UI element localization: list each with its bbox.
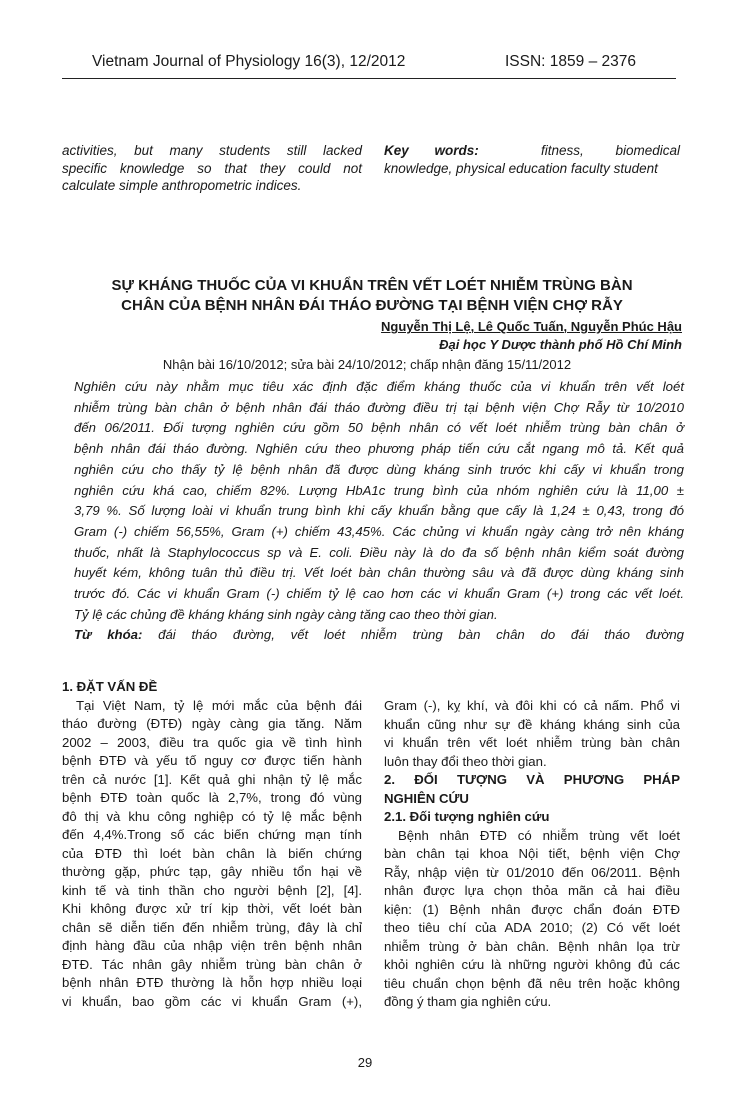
abstract-line: trước đó. Các vi khuẩn Gram (-) chiếm tỷ lệ cao hơn các vi khuẩn Gram (+) trong các vết loét. (74, 586, 684, 602)
text-line: specific knowledge so that they could not (62, 160, 362, 176)
body-line: bàn chân tại khoa Nội tiết, bệnh viện Chợ (384, 846, 680, 861)
abstract-line: bệnh nhân đái tháo đường. Nghiên cứu theo phương pháp tiến cứu cắt ngang mô tả. Kết quả (74, 441, 684, 457)
body-line: khỏi nghiên cứu là những người không đủ các (384, 957, 680, 972)
body-line: bệnh ĐTĐ và yếu tố nguy cơ được tiến hành (62, 753, 362, 768)
author-block (290, 318, 682, 354)
body-line: Rẫy, nhập viện từ 01/2010 đến 06/2011. Bệnh (384, 864, 680, 880)
keywords-text: fitness, biomedical (540, 143, 680, 158)
body-line: chân sẽ diễn tiến đến nhiễm trùng, đây là chỉ (62, 919, 362, 935)
keywords-label: Từ khóa: (74, 627, 143, 643)
abstract-line: nghiên cứu cho thấy tỷ lệ bệnh nhân đã được dùng kháng sinh trước khi cấy vi khuẩn trong (74, 461, 684, 477)
keywords-text: knowledge, physical education faculty student (384, 160, 658, 176)
body-line: vi khuẩn trên vết loét nhiễm trùng bàn chân (384, 735, 680, 750)
body-line: theo tiêu chí của ADA 2010; (2) Có vết loét (384, 920, 680, 935)
section-heading: NGHIÊN CỨU (384, 790, 469, 806)
body-line: vi khuẩn, bao gồm các vi khuẩn Gram (+), (62, 993, 362, 1009)
abstract-line: Tỷ lệ các chủng đề kháng kháng sinh ngày càng tăng cao theo thời gian. (74, 606, 498, 622)
body-line: đô thị và khu công nghiệp có tỷ lệ mắc bệnh (62, 808, 362, 824)
body-line: nhiễm trùng ở bàn chân. Bệnh nhân lọa trừ (384, 938, 680, 954)
keywords-line (74, 625, 684, 646)
left-column (62, 678, 362, 1011)
body-line: thường gặp, phức tạp, gây nhiều tổn hại về (62, 864, 362, 879)
abstract-line: huyết kém, không tuân thủ điều trị. Vết loét bàn chân thường sâu và đã được dùng kháng sinh (74, 565, 684, 581)
body-line: Bệnh nhân ĐTĐ có nhiễm trùng vết loét (398, 827, 680, 843)
body-line: đồng ý tham gia nghiên cứu. (384, 994, 552, 1009)
text-line: calculate simple anthropometric indices. (62, 178, 302, 193)
issn: ISSN: 1859 – 2376 (505, 53, 636, 70)
body-line: kinh tế và tinh thần cho người bệnh [2], [4]. (62, 882, 362, 898)
body-line: bệnh nhân ĐTĐ thường là hỗn hợp nhiều loại (62, 975, 362, 990)
english-keywords (384, 142, 680, 177)
body-line: 2002 – 2003, điều tra quốc gia về tình hình (62, 734, 362, 750)
header-rule (62, 78, 676, 79)
body-line: Khi không được xử trí kịp thời, vết loét bàn (62, 901, 362, 916)
body-line: của ĐTĐ thì loét bàn chân là biến chứng (62, 845, 362, 861)
subsection-heading: 2.1. Đối tượng nghiên cứu (384, 809, 550, 824)
keywords-label: Key words: (384, 143, 479, 158)
body-line: tiêu chuẩn chọn bệnh đã nêu trên hoặc không (384, 975, 680, 991)
section-heading: 1. ĐẶT VẤN ĐỀ (62, 679, 158, 694)
body-line: ĐTĐ. Tác nhân gây nhiễm trùng bàn chân ở (62, 956, 362, 972)
body-line: đến 4,4%.Trong số các biến chứng mạn tính (62, 827, 362, 842)
section-heading: 2. ĐỐI TƯỢNG VÀ PHƯƠNG PHÁP (384, 772, 680, 787)
body-line: tháo đường (ĐTĐ) ngày càng gia tăng. Năm (62, 716, 362, 731)
journal-name: Vietnam Journal of Physiology 16(3), 12/2012 (92, 53, 406, 70)
body-line: khuẩn cũng như sự đề kháng kháng sinh của (384, 716, 680, 732)
title-line: SỰ KHÁNG THUỐC CỦA VI KHUẨN TRÊN VẾT LOÉT NHIỄM TRÙNG BÀN (111, 277, 633, 294)
abstract-line: Nghiên cứu này nhằm mục tiêu xác định đặc điểm kháng thuốc của vi khuẩn trên vết loét (74, 379, 684, 394)
body-line: Tại Việt Nam, tỷ lệ mới mắc của bệnh đái (76, 697, 362, 713)
body-line: bệnh ĐTĐ toàn quốc là 2,7%, trong đó vùng (62, 790, 362, 805)
abstract-line: nghiên cứu khá cao, chiếm 82%. Lượng HbA1c trung bình của nhóm nghiên cứu là 11,00 ± (74, 482, 684, 498)
abstract-line: nhiễm trùng bàn chân ở bệnh nhân đái tháo đường điều trị tại bệnh viện Chợ Rẫy từ 10/2010 (74, 399, 684, 415)
body-line: trên cả nước [1]. Kết quả ghi nhận tỷ lệ mắc (62, 771, 362, 787)
body-line: Gram (-), kỵ khí, và đôi khi có cả nấm. Phổ vi (384, 698, 680, 713)
text-line: activities, but many students still lacked (62, 143, 362, 158)
received-dates: Nhận bài 16/10/2012; sửa bài 24/10/2012; chấp nhận đăng 15/11/2012 (162, 357, 572, 372)
abstract (74, 377, 684, 646)
abstract-line: Gram (-) chiếm 56,55%, Gram (+) chiếm 43,45%. Các chủng vi khuẩn ngày càng trở nên kháng (74, 523, 684, 539)
keywords-text: đái tháo đường, vết loét nhiễm trùng bàn chân do đái tháo đường (158, 627, 684, 643)
abstract-line: 3,79 %. Số lượng loài vi khuẩn trung bình khi cấy khuẩn bằng que cấy là 1,24 ± 0,43, trong đó (74, 503, 684, 519)
english-abstract-tail (62, 142, 362, 195)
page-number: 29 (357, 1055, 373, 1070)
authors: Nguyễn Thị Lệ, Lê Quốc Tuấn, Nguyễn Phúc Hậu (381, 319, 682, 334)
right-column (384, 697, 680, 1012)
body-line: định hàng đầu của nhập viện trên bệnh nhân (62, 938, 362, 953)
abstract-line: thuốc, nhất là Staphylococcus sp và E. coli. Điều này là do đa số bệnh nhân kiểm soát đường (74, 544, 684, 560)
abstract-line: đến 06/2011. Đối tượng nghiên cứu gồm 50 bệnh nhân có vết loét nhiễm trùng bàn chân ở (74, 420, 684, 436)
body-line: nhân được lựa chọn thỏa mãn cả hai điều (384, 883, 680, 898)
body-line: kiện: (1) Bệnh nhân được chẩn đoán ĐTĐ (384, 901, 680, 917)
body-line: luôn thay đổi theo thời gian. (384, 753, 547, 769)
title-line: CHÂN CỦA BỆNH NHÂN ĐÁI THÁO ĐƯỜNG TẠI BỆNH VIỆN CHỢ RẪY (121, 297, 623, 314)
affiliation: Đại học Y Dược thành phố Hồ Chí Minh (439, 337, 682, 352)
article-title (60, 276, 684, 316)
